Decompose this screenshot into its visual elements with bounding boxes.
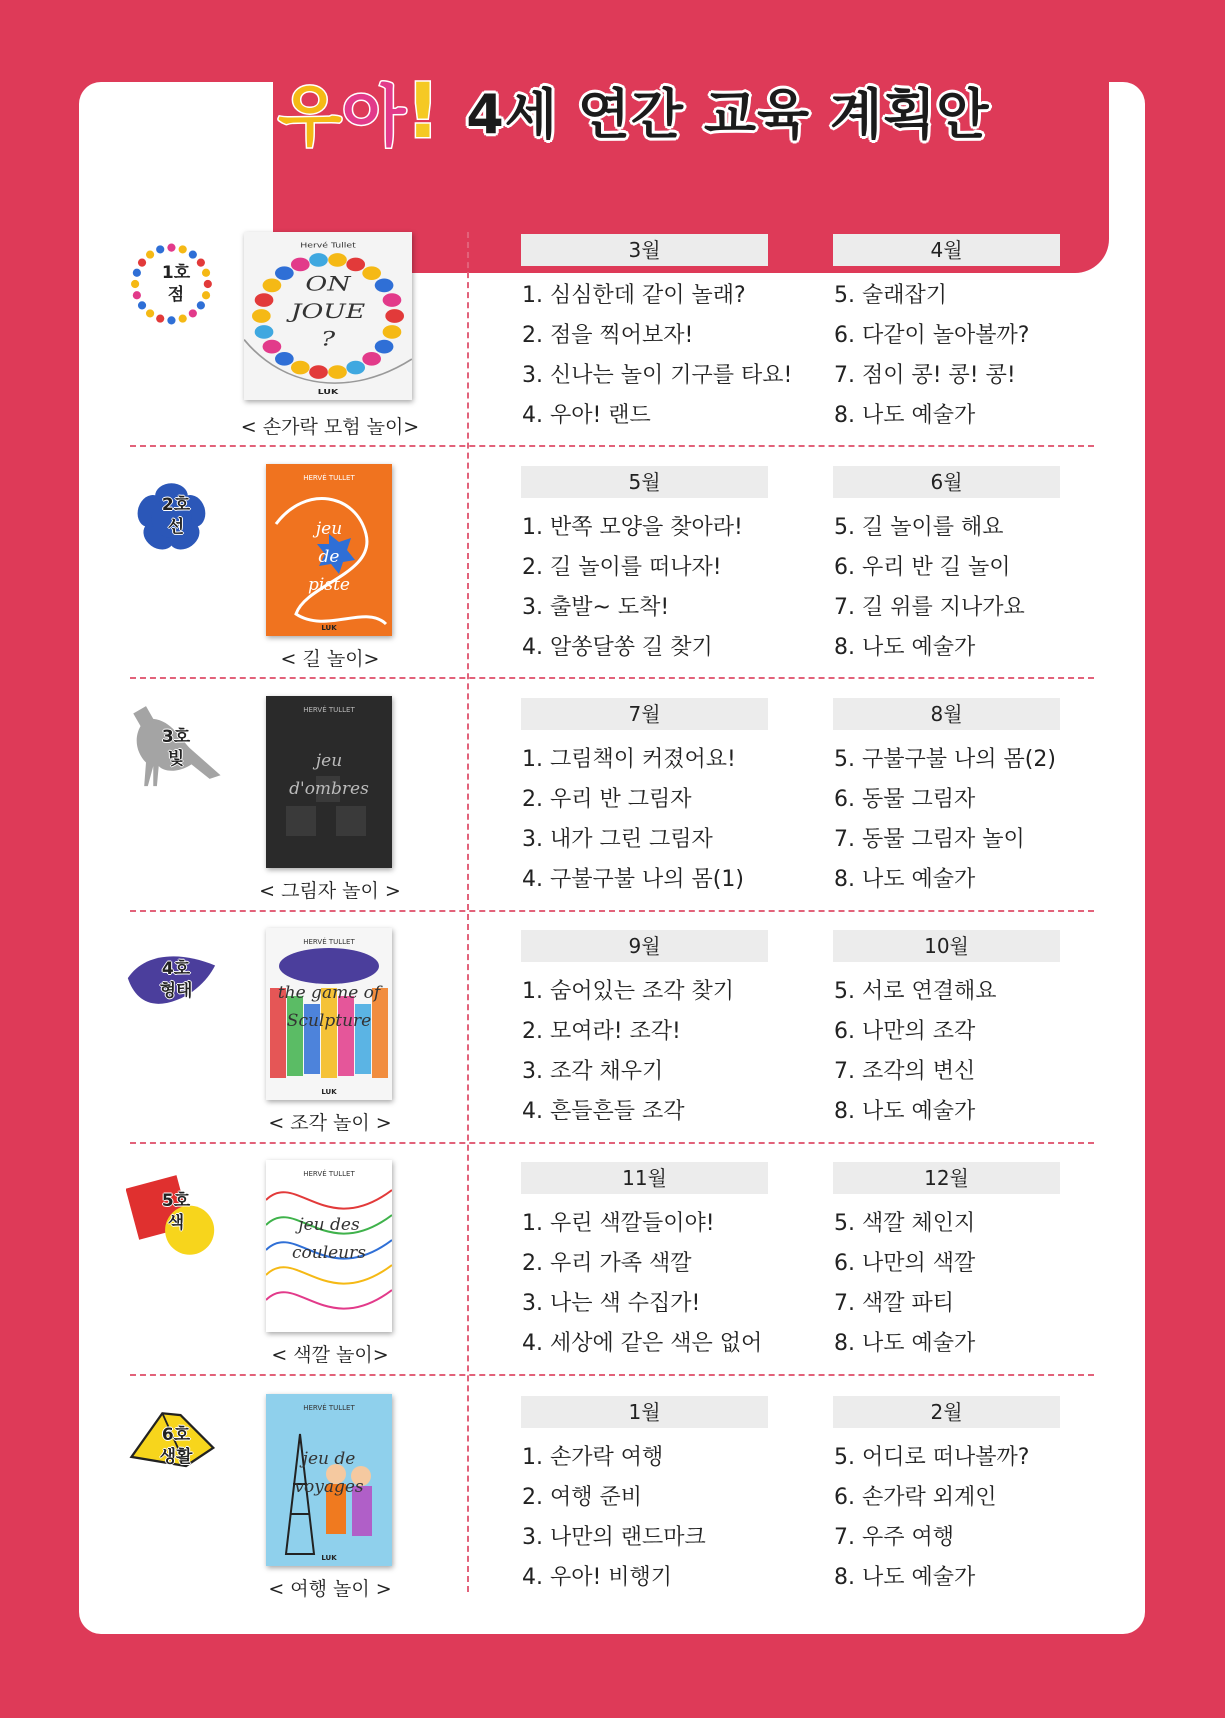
- book-title-line: ON: [305, 272, 351, 296]
- book-caption: < 여행 놀이 >: [268, 1578, 392, 1600]
- activity-item: 8. 나도 예술가: [834, 867, 976, 892]
- topic-number: 3호: [161, 727, 191, 747]
- activity-list: [834, 1204, 975, 1364]
- activity-list: [834, 508, 1025, 668]
- activity-item: 1. 숨어있는 조각 찾기: [522, 979, 734, 1004]
- book-cover-image: [244, 232, 412, 400]
- topic-number: 6호: [161, 1425, 191, 1445]
- activity-item: 6. 우리 반 길 놀이: [834, 555, 1011, 580]
- book-cover-image: [266, 1160, 392, 1332]
- activity-item: 4. 우아! 랜드: [522, 403, 651, 428]
- activity-item: 2. 길 놀이를 떠나자!: [522, 555, 722, 580]
- curriculum-row: [0, 686, 1225, 918]
- topic-badge-label: [126, 234, 226, 334]
- topic-badge: [126, 698, 226, 798]
- page-title: 4세 연간 교육 계획안: [466, 82, 990, 146]
- activity-item: 8. 나도 예술가: [834, 403, 976, 428]
- topic-name: 형태: [159, 981, 193, 1001]
- activity-item: 6. 나만의 조각: [834, 1019, 976, 1044]
- book-cover-image: [266, 928, 392, 1100]
- title-bar: [278, 62, 990, 158]
- month-header: 9월: [521, 930, 768, 962]
- activity-list: [522, 740, 744, 900]
- book-author: HERVÉ TULLET: [303, 1404, 355, 1412]
- activity-item: 8. 나도 예술가: [834, 1565, 976, 1590]
- row-divider: [130, 445, 1094, 447]
- book-publisher: LUK: [321, 1088, 337, 1096]
- topic-number: 5호: [161, 1191, 191, 1211]
- topic-name: 선: [167, 517, 185, 537]
- activity-item: 1. 반쪽 모양을 찾아라!: [522, 515, 743, 540]
- topic-badge: [126, 234, 226, 334]
- book-cover: [266, 1160, 392, 1332]
- month-header: 4월: [833, 234, 1060, 266]
- topic-badge-label: [126, 930, 226, 1030]
- activity-list: [834, 276, 1029, 436]
- wooa-logo: [278, 63, 440, 158]
- topic-number: 2호: [161, 495, 191, 515]
- book-title-line: JOUE: [290, 299, 366, 323]
- activity-list: [834, 1438, 1029, 1598]
- activity-list: [522, 1438, 706, 1598]
- activity-item: 2. 여행 준비: [522, 1485, 642, 1510]
- activity-item: 2. 모여라! 조각!: [522, 1019, 681, 1044]
- activity-item: 7. 조각의 변신: [834, 1059, 976, 1084]
- book-title-line: d'ombres: [289, 779, 369, 799]
- book-caption: < 조각 놀이 >: [268, 1112, 392, 1134]
- book-caption: < 그림자 놀이 >: [259, 880, 401, 902]
- topic-name: 색: [167, 1213, 185, 1233]
- activity-item: 7. 색깔 파티: [834, 1291, 954, 1316]
- row-divider: [130, 677, 1094, 679]
- curriculum-row: [0, 454, 1225, 686]
- book-title-line: de: [318, 547, 340, 567]
- topic-name: 빛: [167, 749, 185, 769]
- book-title-line: the game of: [277, 983, 381, 1003]
- activity-item: 6. 동물 그림자: [834, 787, 976, 812]
- activity-item: 3. 신나는 놀이 기구를 타요!: [522, 363, 793, 388]
- activity-item: 3. 출발~ 도착!: [522, 595, 670, 620]
- activity-item: 5. 길 놀이를 해요: [834, 515, 1004, 540]
- curriculum-row: [0, 1384, 1225, 1616]
- row-divider: [130, 1374, 1094, 1376]
- book-title-line: ?: [320, 326, 336, 351]
- activity-item: 3. 조각 채우기: [522, 1059, 664, 1084]
- book-cover: [266, 928, 392, 1100]
- month-header: 10월: [833, 930, 1060, 962]
- activity-item: 8. 나도 예술가: [834, 635, 976, 660]
- activity-list: [522, 508, 743, 668]
- logo-char-1: 우: [278, 77, 342, 155]
- month-header: 8월: [833, 698, 1060, 730]
- activity-item: 6. 손가락 외계인: [834, 1485, 997, 1510]
- book-caption: < 손가락 모험 놀이>: [240, 416, 420, 438]
- curriculum-row: [0, 918, 1225, 1150]
- topic-badge: [126, 1396, 226, 1496]
- activity-item: 1. 손가락 여행: [522, 1445, 664, 1470]
- topic-name: 생활: [159, 1447, 193, 1467]
- activity-list: [522, 972, 734, 1132]
- book-author: Hervé Tullet: [300, 240, 356, 250]
- activity-item: 7. 동물 그림자 놀이: [834, 827, 1025, 852]
- activity-item: 4. 알쏭달쏭 길 찾기: [522, 635, 713, 660]
- topic-badge-label: [126, 1396, 226, 1496]
- book-publisher: LUK: [317, 387, 339, 396]
- month-header: 3월: [521, 234, 768, 266]
- book-caption: < 색깔 놀이>: [271, 1344, 389, 1366]
- month-header: 6월: [833, 466, 1060, 498]
- month-header: 1월: [521, 1396, 768, 1428]
- activity-item: 7. 길 위를 지나가요: [834, 595, 1025, 620]
- book-author: HERVÉ TULLET: [303, 1170, 355, 1178]
- activity-item: 2. 우리 가족 색깔: [522, 1251, 692, 1276]
- topic-badge: [126, 1162, 226, 1262]
- book-title-line: jeu: [315, 751, 343, 771]
- book-cover-image: [266, 464, 392, 636]
- curriculum-row: [0, 1150, 1225, 1382]
- topic-name: 점: [167, 285, 185, 305]
- activity-item: 4. 흔들흔들 조각: [522, 1099, 685, 1124]
- activity-item: 2. 우리 반 그림자: [522, 787, 692, 812]
- activity-item: 1. 그림책이 커졌어요!: [522, 747, 736, 772]
- activity-item: 4. 세상에 같은 색은 없어: [522, 1331, 763, 1356]
- activity-item: 7. 우주 여행: [834, 1525, 954, 1550]
- activity-item: 5. 색깔 체인지: [834, 1211, 976, 1236]
- month-header: 11월: [521, 1162, 768, 1194]
- month-header: 12월: [833, 1162, 1060, 1194]
- activity-item: 1. 심심한데 같이 놀래?: [522, 283, 746, 308]
- activity-item: 3. 나는 색 수집가!: [522, 1291, 701, 1316]
- book-title-line: jeu: [315, 519, 343, 539]
- topic-number: 1호: [161, 263, 191, 283]
- book-cover: [244, 232, 412, 400]
- activity-item: 4. 우아! 비행기: [522, 1565, 673, 1590]
- book-author: HERVÉ TULLET: [303, 474, 355, 482]
- book-cover-image: [266, 696, 392, 868]
- activity-list: [522, 276, 792, 436]
- book-title-line: Sculpture: [286, 1011, 372, 1031]
- activity-item: 3. 내가 그린 그림자: [522, 827, 713, 852]
- logo-char-3: !: [405, 65, 441, 155]
- activity-item: 8. 나도 예술가: [834, 1099, 976, 1124]
- book-title-line: jeu de: [302, 1449, 356, 1469]
- activity-item: 5. 구불구불 나의 몸(2): [834, 747, 1056, 772]
- topic-badge-label: [126, 466, 226, 566]
- book-publisher: LUK: [321, 624, 337, 632]
- book-cover: [266, 1394, 392, 1566]
- book-title-line: voyages: [294, 1477, 364, 1497]
- row-divider: [130, 1142, 1094, 1144]
- activity-item: 8. 나도 예술가: [834, 1331, 976, 1356]
- topic-badge-label: [126, 1162, 226, 1262]
- activity-item: 6. 나만의 색깔: [834, 1251, 976, 1276]
- book-caption: < 길 놀이>: [280, 648, 380, 670]
- topic-badge-label: [126, 698, 226, 798]
- activity-item: 2. 점을 찍어보자!: [522, 323, 694, 348]
- topic-badge: [126, 466, 226, 566]
- activity-list: [834, 972, 997, 1132]
- logo-char-2: 아: [341, 77, 406, 155]
- book-title-line: piste: [308, 575, 350, 595]
- book-cover: [266, 464, 392, 636]
- row-divider: [130, 910, 1094, 912]
- activity-list: [522, 1204, 762, 1364]
- book-cover: [266, 696, 392, 868]
- book-author: HERVÉ TULLET: [303, 706, 355, 714]
- activity-item: 5. 술래잡기: [834, 283, 947, 308]
- book-publisher: LUK: [321, 1554, 337, 1562]
- activity-item: 5. 서로 연결해요: [834, 979, 997, 1004]
- book-cover-image: [266, 1394, 392, 1566]
- curriculum-row: [0, 222, 1225, 454]
- activity-item: 6. 다같이 놀아볼까?: [834, 323, 1030, 348]
- topic-number: 4호: [161, 959, 191, 979]
- month-header: 5월: [521, 466, 768, 498]
- activity-item: 3. 나만의 랜드마크: [522, 1525, 706, 1550]
- book-title-line: couleurs: [291, 1243, 367, 1263]
- activity-item: 7. 점이 콩! 콩! 콩!: [834, 363, 1016, 388]
- activity-item: 4. 구불구불 나의 몸(1): [522, 867, 744, 892]
- activity-item: 5. 어디로 떠나볼까?: [834, 1445, 1030, 1470]
- book-title-line: jeu des: [298, 1215, 360, 1235]
- activity-list: [834, 740, 1056, 900]
- month-header: 7월: [521, 698, 768, 730]
- book-author: HERVÉ TULLET: [303, 938, 355, 946]
- activity-item: 1. 우린 색깔들이야!: [522, 1211, 715, 1236]
- topic-badge: [126, 930, 226, 1030]
- month-header: 2월: [833, 1396, 1060, 1428]
